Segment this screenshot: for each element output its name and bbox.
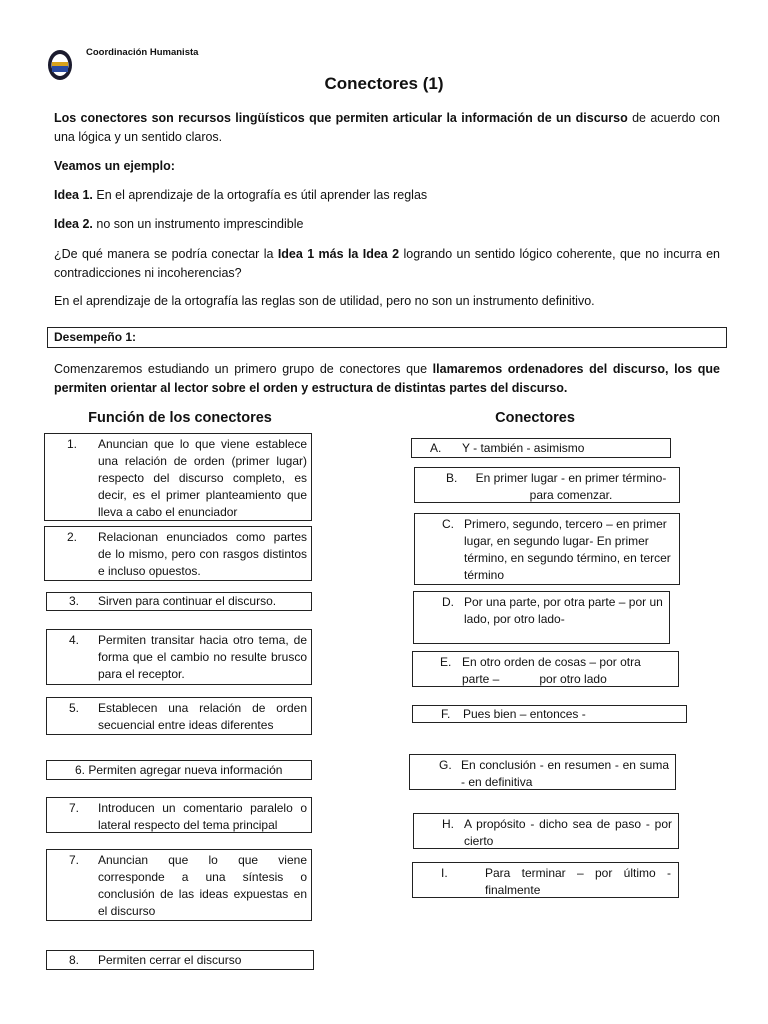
connector-item	[409, 754, 676, 790]
connector-letter: E.	[440, 655, 452, 669]
idea-2-label: Idea 2.	[54, 217, 93, 231]
connector-letter: G.	[439, 758, 452, 772]
function-number: 7.	[68, 801, 79, 815]
connector-item	[414, 513, 680, 585]
organization-name: Coordinación Humanista	[86, 47, 199, 58]
definition-paragraph	[54, 109, 720, 147]
connector-text: En conclusión - en resumen - en suma - en definitiva	[461, 758, 669, 789]
function-number: 5.	[68, 701, 79, 715]
connector-text: Por una parte, por otra parte – por un lado, por otro lado-	[464, 595, 663, 626]
function-text: 6. Permiten agregar nueva información	[75, 763, 283, 777]
connector-text: A propósito - dicho sea de paso - por cierto	[464, 817, 672, 848]
functions-heading: Función de los conectores	[88, 410, 272, 426]
connector-letter: I.	[441, 866, 448, 880]
page-title: Conectores (1)	[324, 74, 444, 93]
connector-item	[412, 651, 679, 687]
idea-1-text: En el aprendizaje de la ortografía es útil aprender las reglas	[92, 188, 428, 202]
function-item	[46, 697, 312, 735]
function-number: 2.	[66, 530, 77, 544]
function-text: Anuncian que lo que viene establece una relación de orden (primer lugar) respecto del discurso completo, es decir, es el primer planteamiento que lleva a cabo el enunciador	[98, 437, 307, 519]
performance-paragraph	[54, 360, 720, 398]
idea-2-text: no son un instrumento imprescindible	[92, 217, 304, 231]
function-item	[46, 950, 314, 970]
function-text: Establecen una relación de orden secuencial entre ideas diferentes	[98, 701, 307, 732]
connector-item	[411, 438, 671, 458]
example-heading: Veamos un ejemplo:	[54, 159, 175, 173]
connector-letter: B.	[446, 471, 458, 485]
function-text: Anuncian que lo que viene corresponde a una síntesis o conclusión de las ideas expuestas en el discurso	[98, 853, 307, 918]
connector-text: Primero, segundo, tercero – en primer lugar, en segundo lugar- En primer término, en segundo término, en tercer término	[464, 517, 671, 582]
function-item	[46, 849, 312, 921]
question-start: ¿De qué manera se podría conectar la	[54, 247, 278, 261]
function-text: Permiten transitar hacia otro tema, de forma que el cambio no resulte brusco para el receptor.	[98, 633, 307, 681]
connector-text: Y - también - asimismo	[462, 441, 585, 455]
question-paragraph	[54, 245, 720, 283]
definition-rest: de acuerdo con una lógica y un sentido claros.	[54, 111, 720, 144]
function-number: 3.	[68, 594, 79, 608]
function-text: Permiten cerrar el discurso	[98, 953, 242, 967]
function-number: 1.	[66, 437, 77, 451]
function-item	[44, 526, 312, 581]
connector-item	[412, 705, 687, 723]
connector-letter: D.	[442, 595, 454, 609]
function-item	[46, 760, 312, 780]
connector-text: En primer lugar - en primer término- para comenzar.	[475, 471, 667, 502]
idea-2	[54, 215, 720, 234]
connector-letter: C.	[442, 517, 454, 531]
function-text: Sirven para continuar el discurso.	[98, 594, 277, 608]
function-item	[46, 629, 312, 685]
function-number: 7.	[68, 853, 79, 867]
function-number: 4.	[68, 633, 79, 647]
connector-text: Para terminar – por último - finalmente	[485, 866, 671, 897]
idea-1	[54, 186, 720, 205]
idea-1-label: Idea 1.	[54, 188, 93, 202]
connector-letter: H.	[442, 817, 454, 831]
connector-text: Pues bien – entonces -	[463, 707, 586, 721]
connector-letter: A.	[430, 441, 442, 455]
performance-box	[47, 327, 727, 348]
function-item	[46, 592, 312, 611]
connector-item	[413, 813, 679, 849]
function-text: Introducen un comentario paralelo o lateral respecto del tema principal	[98, 801, 307, 832]
function-number: 8.	[68, 953, 79, 967]
function-text: Relacionan enunciados como partes de lo mismo, pero con rasgos distintos e incluso opuestos.	[98, 530, 307, 578]
connector-letter: F.	[441, 707, 451, 721]
function-item	[44, 433, 312, 521]
definition-bold: Los conectores son recursos lingüísticos que permiten articular la información de un discurso	[54, 111, 628, 125]
connectors-heading: Conectores	[495, 410, 575, 426]
question-end: logrando un sentido lógico coherente, que no incurra en contradicciones ni incoherencias?	[54, 247, 720, 280]
connector-text: En otro orden de cosas – por otra parte – por otro lado	[462, 655, 645, 686]
question-bold: Idea 1 más la Idea 2	[277, 247, 400, 261]
connector-item	[412, 862, 679, 898]
performance-label: Desempeño 1:	[54, 330, 137, 344]
answer-paragraph: En el aprendizaje de la ortografía las reglas son de utilidad, pero no son un instrumento definitivo.	[54, 294, 595, 308]
function-item	[46, 797, 312, 833]
performance-text-start: Comenzaremos estudiando un primero grupo de conectores que	[54, 362, 433, 376]
connector-item	[414, 467, 680, 503]
connector-item	[413, 591, 670, 644]
performance-text-bold: llamaremos ordenadores del discurso, los que permiten orientar al lector sobre el orden y estructura de distintas partes del discurso.	[54, 362, 720, 395]
